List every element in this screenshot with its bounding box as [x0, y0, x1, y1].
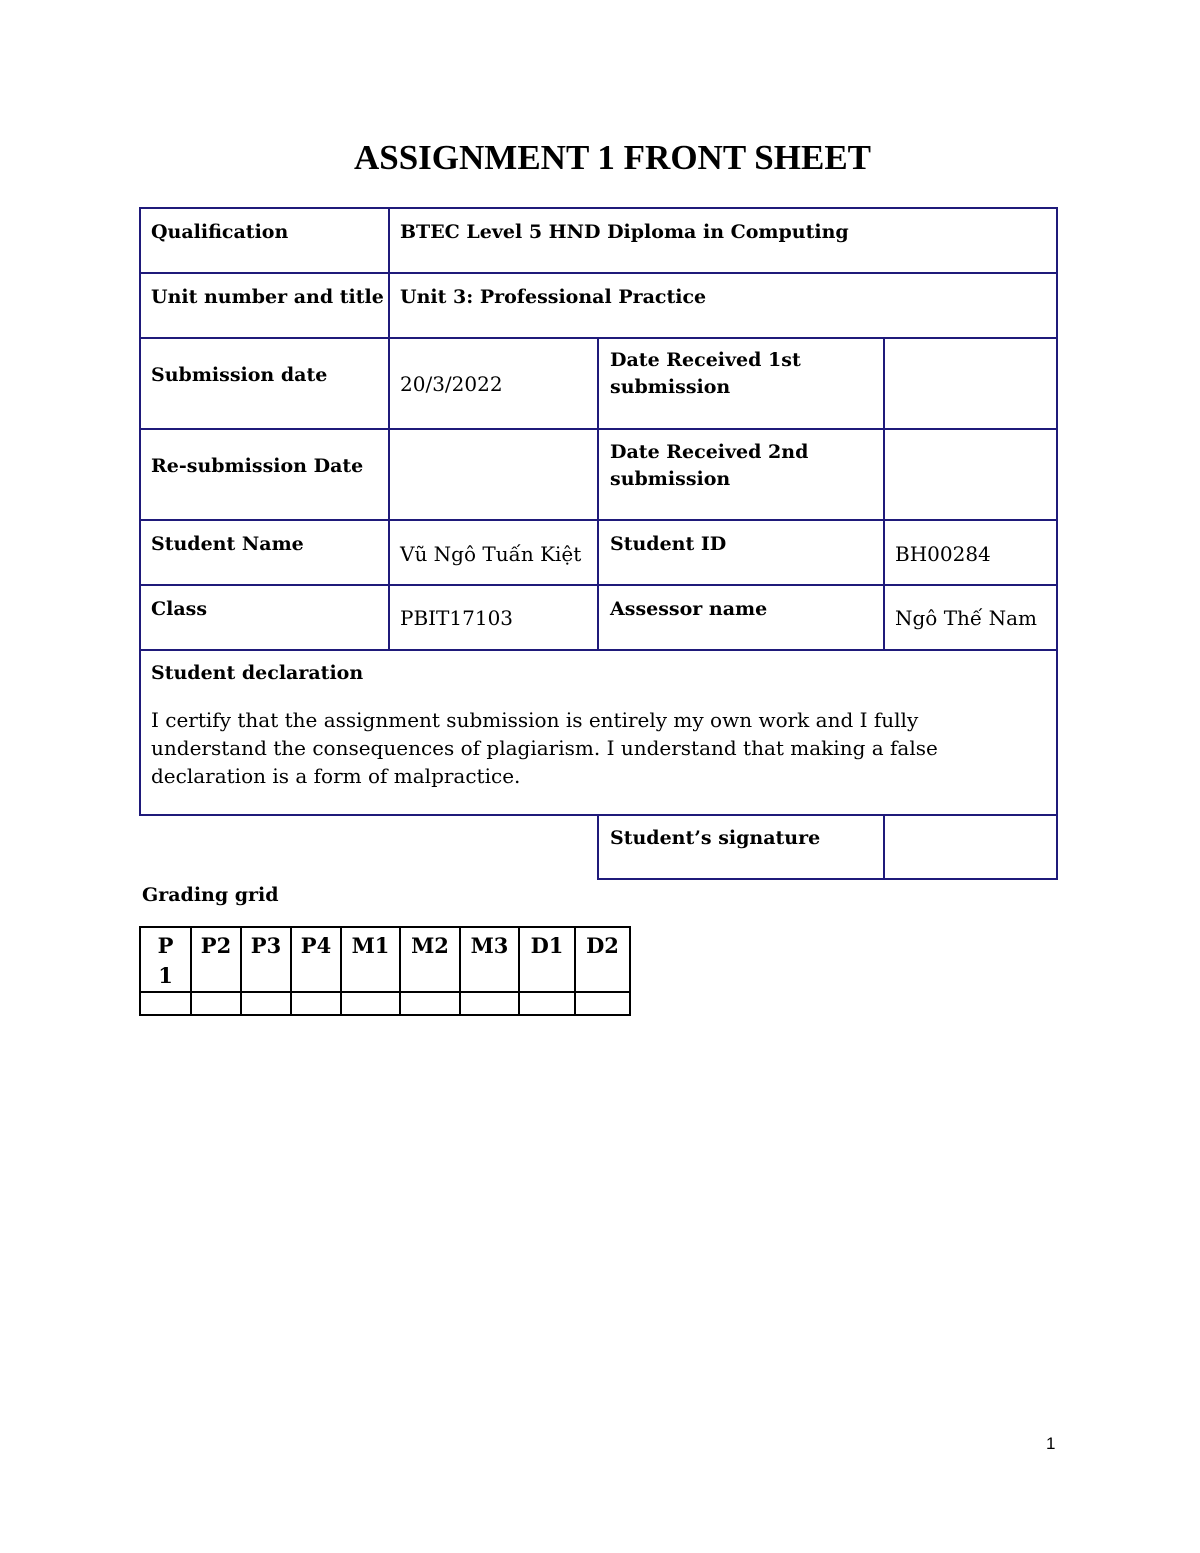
grade-col-m2: M2 [400, 927, 460, 992]
grading-grid-heading: Grading grid [142, 884, 279, 906]
grade-cell[interactable] [400, 992, 460, 1015]
submission-date-label: Submission date [151, 364, 328, 386]
grade-col-m1: M1 [341, 927, 400, 992]
grade-cell[interactable] [575, 992, 630, 1015]
class-label: Class [151, 598, 208, 620]
grade-cell[interactable] [460, 992, 519, 1015]
signature-field[interactable] [895, 825, 1045, 865]
qualification-label: Qualification [151, 221, 289, 243]
page-title: ASSIGNMENT 1 FRONT SHEET [353, 138, 872, 177]
grade-col-p1: P 1 [140, 927, 191, 992]
qualification-value: BTEC Level 5 HND Diploma in Computing [400, 221, 849, 243]
grade-cell[interactable] [519, 992, 575, 1015]
grade-col-p3: P3 [241, 927, 291, 992]
student-id-label: Student ID [610, 533, 727, 555]
grade-cell[interactable] [241, 992, 291, 1015]
student-name-label: Student Name [151, 533, 304, 555]
declaration-text: I certify that the assignment submission is entirely my own work and I fully understand the consequences of plagiarism. I understand that making a false declaration is a form of malpractice. [151, 708, 938, 788]
grade-cell[interactable] [140, 992, 191, 1015]
student-name-value: Vũ Ngô Tuấn Kiệt [400, 542, 582, 566]
grade-cell[interactable] [191, 992, 241, 1015]
grade-col-d2: D2 [575, 927, 630, 992]
unit-value: Unit 3: Professional Practice [400, 286, 707, 308]
submission-date-value: 20/3/2022 [400, 372, 503, 396]
assessor-label: Assessor name [610, 598, 768, 620]
resubmission-date-label: Re-submission Date [151, 455, 364, 477]
date-received-2-label: Date Received 2nd submission [610, 441, 809, 490]
class-value: PBIT17103 [400, 606, 514, 630]
declaration-heading: Student declaration [151, 662, 364, 684]
date-received-1-label: Date Received 1st submission [610, 349, 801, 398]
grade-col-p2: P2 [191, 927, 241, 992]
grade-col-m3: M3 [460, 927, 519, 992]
grade-col-d1: D1 [519, 927, 575, 992]
signature-label: Student’s signature [610, 827, 821, 849]
student-id-value: BH00284 [895, 542, 991, 566]
grade-cell[interactable] [291, 992, 341, 1015]
unit-label: Unit number and title [151, 286, 384, 308]
page-number: 1 [1046, 1434, 1056, 1453]
grade-cell[interactable] [341, 992, 400, 1015]
assessor-value: Ngô Thế Nam [895, 606, 1037, 630]
grading-grid [139, 926, 631, 1016]
grade-col-p4: P4 [291, 927, 341, 992]
